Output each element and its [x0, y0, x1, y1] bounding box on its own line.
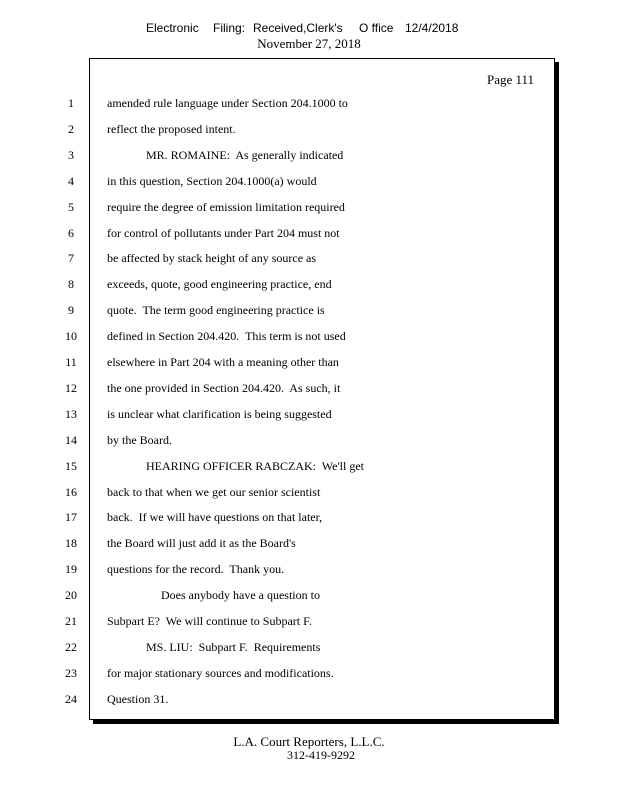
stamp-date: 12/4/2018: [405, 21, 459, 35]
line-text: questions for the record. Thank you.: [107, 562, 285, 577]
line-text: back to that when we get our senior scientist: [107, 484, 321, 499]
line-text: back. If we will have questions on that later,: [107, 510, 323, 525]
line-text: require the degree of emission limitation required: [107, 199, 345, 214]
line-number: 13: [65, 406, 77, 421]
line-number: 20: [65, 588, 77, 603]
line-number: 8: [68, 277, 74, 292]
line-text: Subpart E? We will continue to Subpart F.: [107, 614, 312, 628]
line-number: 12: [65, 380, 77, 395]
line-number: 16: [65, 484, 77, 499]
line-text: exceeds, quote, good engineering practice, end: [107, 277, 332, 292]
line-number: 14: [65, 432, 77, 447]
line-text: the Board will just add it as the Board's: [107, 536, 296, 551]
line-text: in this question, Section 204.1000(a) would: [107, 173, 317, 188]
line-number: 6: [68, 225, 74, 240]
line-text: elsewhere in Part 204 with a meaning other than: [107, 355, 339, 369]
line-text: MS. LIU: Subpart F. Requirements: [146, 639, 321, 654]
line-text: quote. The term good engineering practice is: [107, 303, 325, 318]
line-number: 15: [65, 458, 77, 473]
line-number: 24: [65, 691, 77, 706]
line-number: 2: [68, 121, 74, 136]
line-text: is unclear what clarification is being suggested: [107, 406, 332, 421]
line-number: 5: [68, 199, 74, 214]
line-text: by the Board.: [107, 432, 172, 447]
line-text: reflect the proposed intent.: [107, 121, 236, 136]
line-number: 7: [68, 251, 74, 266]
line-text: MR. ROMAINE: As generally indicated: [146, 147, 344, 162]
stamp-electronic: Electronic: [146, 21, 199, 35]
line-text: amended rule language under Section 204.1000 to: [107, 96, 348, 110]
line-text: Does anybody have a question to: [161, 588, 320, 603]
line-text: for major stationary sources and modifications.: [107, 665, 334, 680]
line-number: 22: [65, 639, 77, 654]
line-text: HEARING OFFICER RABCZAK: We'll get: [146, 458, 364, 473]
stamp-office: O ffice: [359, 21, 394, 35]
line-number: 9: [68, 303, 74, 318]
line-text: be affected by stack height of any source as: [107, 251, 317, 266]
stamp-filing: Filing:: [213, 21, 246, 35]
line-number: 23: [65, 665, 77, 680]
line-text: for control of pollutants under Part 204 must not: [107, 225, 340, 240]
stamp-received: Received,Clerk's: [253, 21, 343, 35]
line-number: 21: [65, 614, 77, 628]
line-number: 19: [65, 562, 77, 577]
line-text: the one provided in Section 204.420. As such, it: [107, 380, 341, 395]
filing-stamp: [0, 21, 618, 35]
footer-company: L.A. Court Reporters, L.L.C.: [233, 734, 385, 749]
line-number: 18: [65, 536, 77, 551]
line-number: 1: [68, 96, 74, 110]
page-number: Page 111: [487, 72, 535, 87]
line-number: 10: [65, 329, 77, 344]
line-number: 4: [68, 173, 74, 188]
footer-phone: 312-419-9292: [287, 748, 355, 762]
line-number: 3: [68, 147, 74, 162]
line-number: 17: [65, 510, 77, 525]
line-text: Question 31.: [107, 691, 169, 706]
line-text: defined in Section 204.420. This term is not used: [107, 329, 346, 344]
line-number: 11: [65, 355, 77, 369]
filed-date: November 27, 2018: [257, 36, 361, 51]
